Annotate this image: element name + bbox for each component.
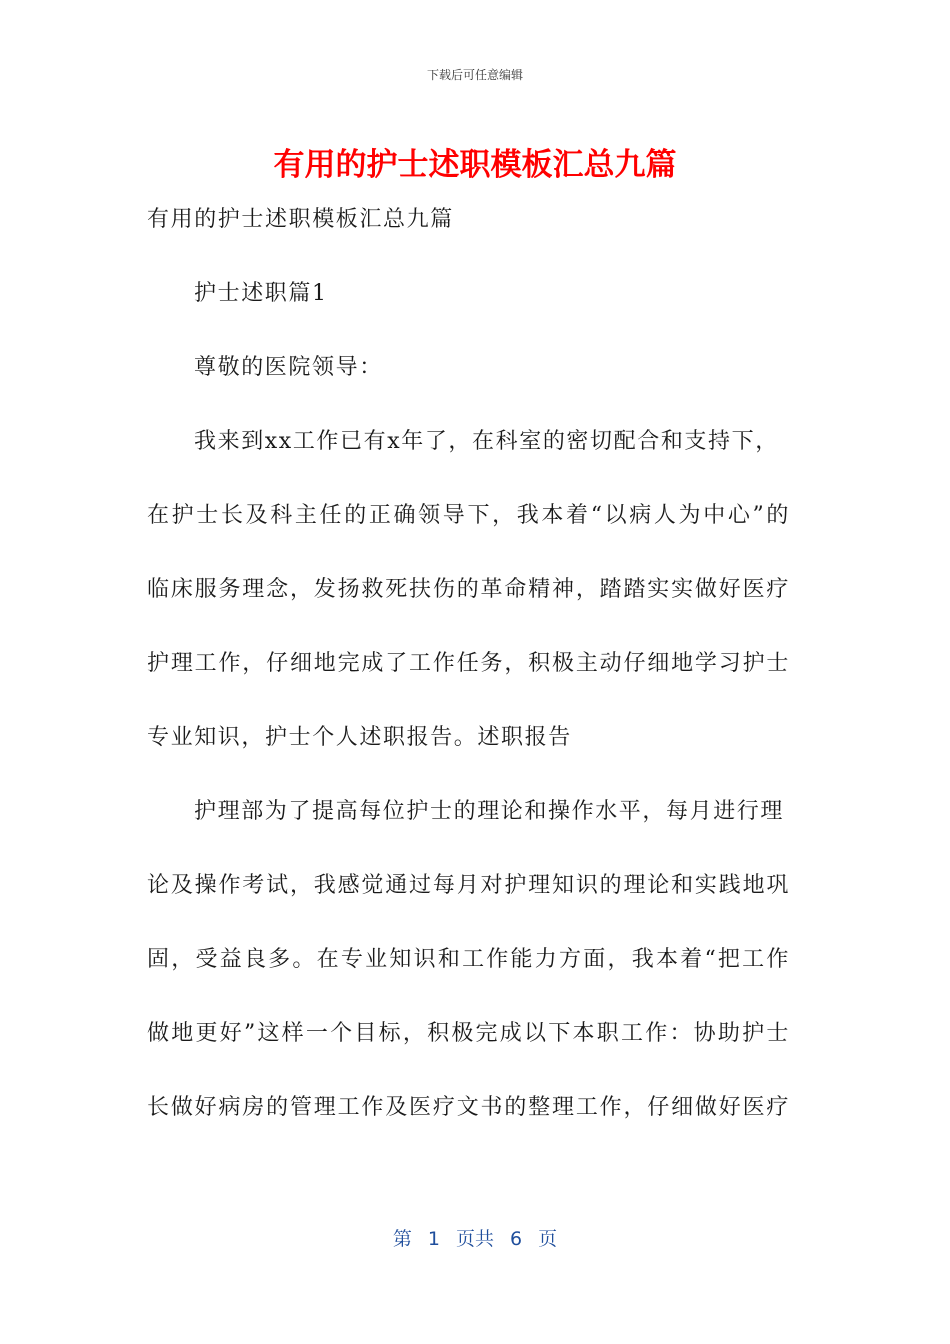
body-line-paragraph-1-line-5: 专业知识，护士个人述职报告。述职报告 bbox=[147, 725, 572, 750]
body-line-paragraph-1-line-1: 我来到xx工作已有x年了，在科室的密切配合和支持下， bbox=[194, 429, 779, 454]
body-line-paragraph-2-line-3: 固，受益良多。在专业知识和工作能力方面，我本着“把工作 bbox=[147, 947, 790, 972]
body-line-paragraph-2-line-1: 护理部为了提高每位护士的理论和操作水平，每月进行理 bbox=[194, 799, 785, 824]
body-line-paragraph-2-line-4: 做地更好”这样一个目标，积极完成以下本职工作：协助护士 bbox=[147, 1021, 790, 1046]
page-header-note: 下载后可任意编辑 bbox=[426, 68, 523, 82]
body-line-subtitle: 有用的护士述职模板汇总九篇 bbox=[147, 207, 454, 232]
body-line-paragraph-1-line-3: 临床服务理念，发扬救死扶伤的革命精神，踏踏实实做好医疗 bbox=[147, 577, 790, 602]
body-line-section-heading: 护士述职篇1 bbox=[194, 281, 328, 306]
body-line-paragraph-1-line-4: 护理工作，仔细地完成了工作任务，积极主动仔细地学习护士 bbox=[147, 651, 790, 676]
document-title: 有用的护士述职模板汇总九篇 bbox=[273, 147, 677, 183]
body-line-paragraph-2-line-2: 论及操作考试，我感觉通过每月对护理知识的理论和实践地巩 bbox=[147, 873, 790, 898]
document-body bbox=[147, 194, 807, 1156]
body-line-salutation: 尊敬的医院领导： bbox=[194, 355, 383, 380]
page-number-footer: 第 1 页共 6 页 bbox=[392, 1228, 558, 1250]
body-line-paragraph-1-line-2: 在护士长及科主任的正确领导下，我本着“以病人为中心”的 bbox=[147, 503, 790, 528]
body-line-paragraph-2-line-5: 长做好病房的管理工作及医疗文书的整理工作，仔细做好医疗 bbox=[147, 1095, 790, 1120]
